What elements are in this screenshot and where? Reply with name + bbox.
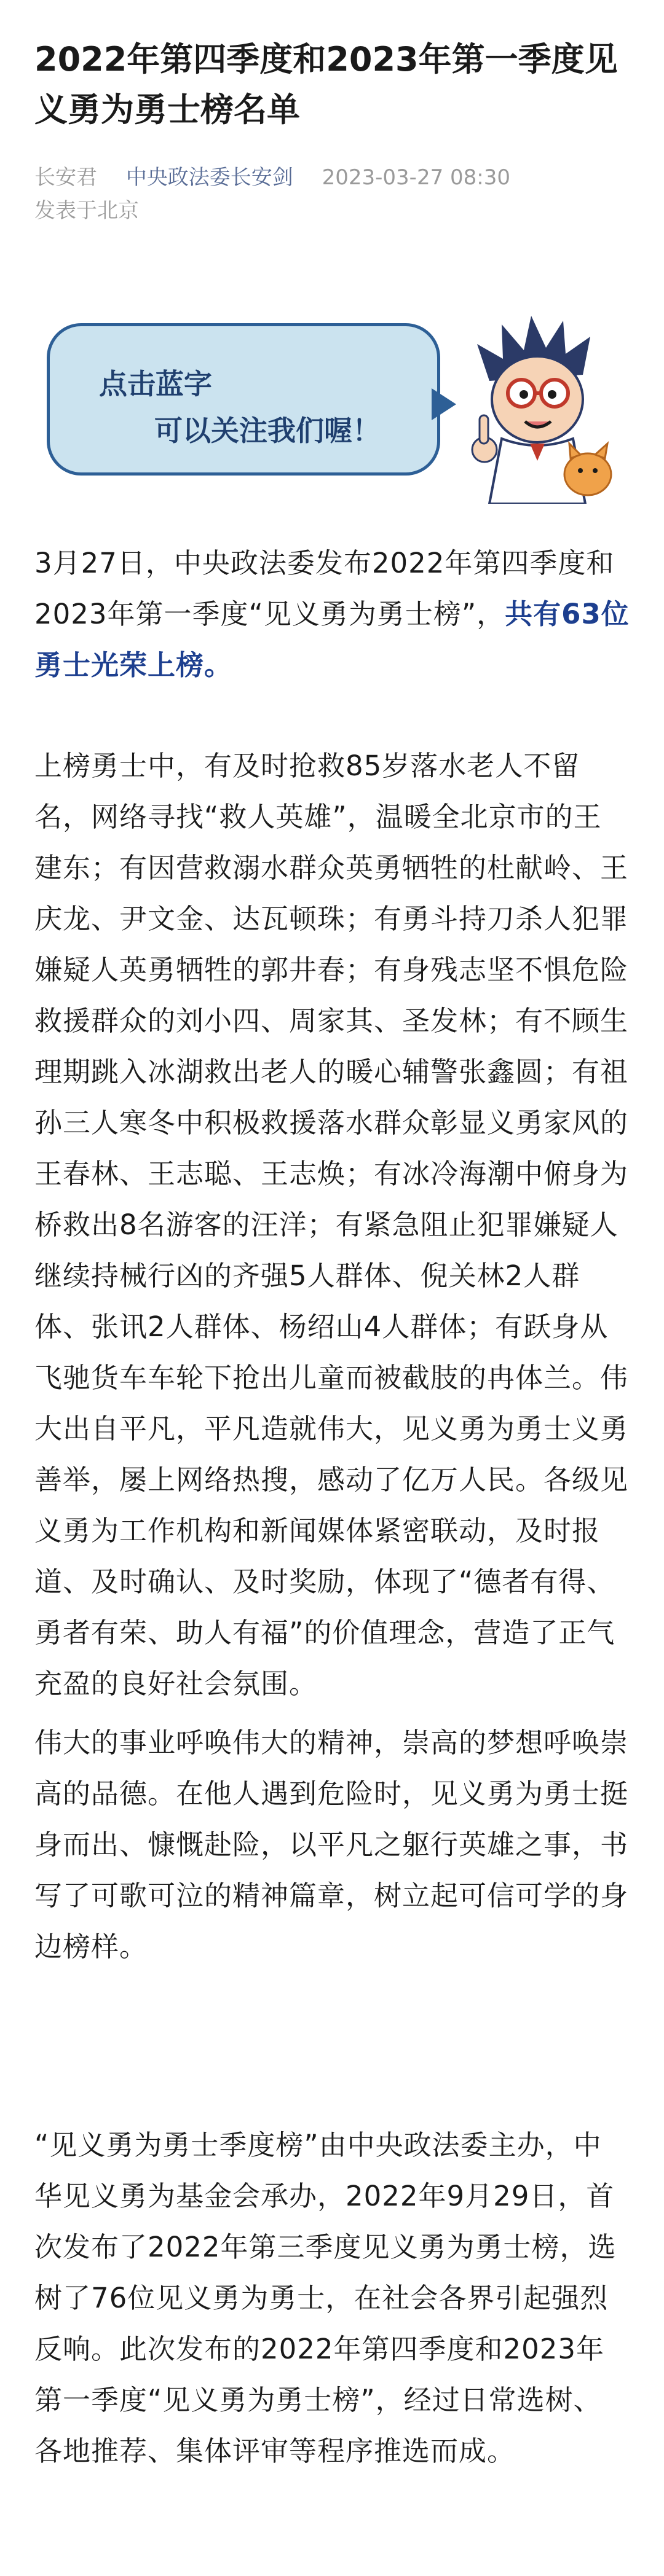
account-link[interactable]: 中央政法委长安剑 bbox=[125, 165, 293, 190]
banner-line2: 可以关注我们喔！ bbox=[154, 414, 381, 447]
paragraph-intro bbox=[34, 538, 630, 691]
banner-line1: 点击蓝字 bbox=[99, 367, 212, 401]
intro-highlight: 共有63位勇士光荣上榜。 bbox=[34, 598, 630, 681]
speech-bubble-tail bbox=[432, 388, 456, 420]
author-name[interactable]: 长安君 bbox=[34, 165, 97, 190]
publish-time: 2023-03-27 08:30 bbox=[322, 165, 511, 190]
publish-location: 发表于北京 bbox=[34, 198, 139, 223]
article-title: 2022年第四季度和2023年第一季度见义勇为勇士榜名单 bbox=[34, 40, 618, 129]
follow-banner[interactable] bbox=[47, 307, 612, 504]
intro-text: 3月27日，中央政法委发布2022年第四季度和2023年第一季度“见义勇为勇士榜”， bbox=[34, 547, 615, 630]
article-meta bbox=[34, 161, 630, 227]
cartoon-boy-pointing-icon bbox=[465, 307, 612, 504]
speech-bubble bbox=[47, 323, 440, 476]
paragraph-spirit: 伟大的事业呼唤伟大的精神，崇高的梦想呼唤崇高的品德。在他人遇到危险时，见义勇为勇士挺身而出、慷慨赴险，以平凡之躯行英雄之事，书写了可歌可泣的精神篇章，树立起可信可学的身边榜样。 bbox=[34, 1726, 629, 1963]
paragraph-background: “见义勇为勇士季度榜”由中央政法委主办，中华见义勇为基金会承办，2022年9月29日，首次发布了2022年第三季度见义勇为勇士榜，选树了76位见义勇为勇士，在社会各界引起强烈反响。此次发布的2022年第四季度和2023年第一季度“见义勇为勇士榜”，经过日常选树、各地推荐、集体评审等程序推选而成。 bbox=[34, 2129, 617, 2467]
paragraph-heroes: 上榜勇士中，有及时抢救85岁落水老人不留名，网络寻找“救人英雄”，温暖全北京市的王建东；有因营救溺水群众英勇牺牲的杜献岭、王庆龙、尹文金、达瓦顿珠；有勇斗持刀杀人犯罪嫌疑人英勇牺牲的郭井春；有身残志坚不惧危险救援群众的刘小四、周家其、圣发林；有不顾生理期跳入冰湖救出老人的暖心辅警张鑫圆；有祖孙三人寒冬中积极救援落水群众彰显义勇家风的王春林、王志聪、王志焕；有冰冷海潮中俯身为桥救出8名游客的汪洋；有紧急阻止犯罪嫌疑人继续持械行凶的齐强5人群体、倪关林2人群体、张讯2人群体、杨绍山4人群体；有跃身从飞驰货车车轮下抢出儿童而被截肢的冉体兰。伟大出自平凡，平凡造就伟大，见义勇为勇士义勇善举，屡上网络热搜，感动了亿万人民。各级见义勇为工作机构和新闻媒体紧密联动，及时报道、及时确认、及时奖励，体现了“德者有得、勇者有荣、助人有福”的价值理念，营造了正气充盈的良好社会氛围。 bbox=[34, 750, 629, 1700]
